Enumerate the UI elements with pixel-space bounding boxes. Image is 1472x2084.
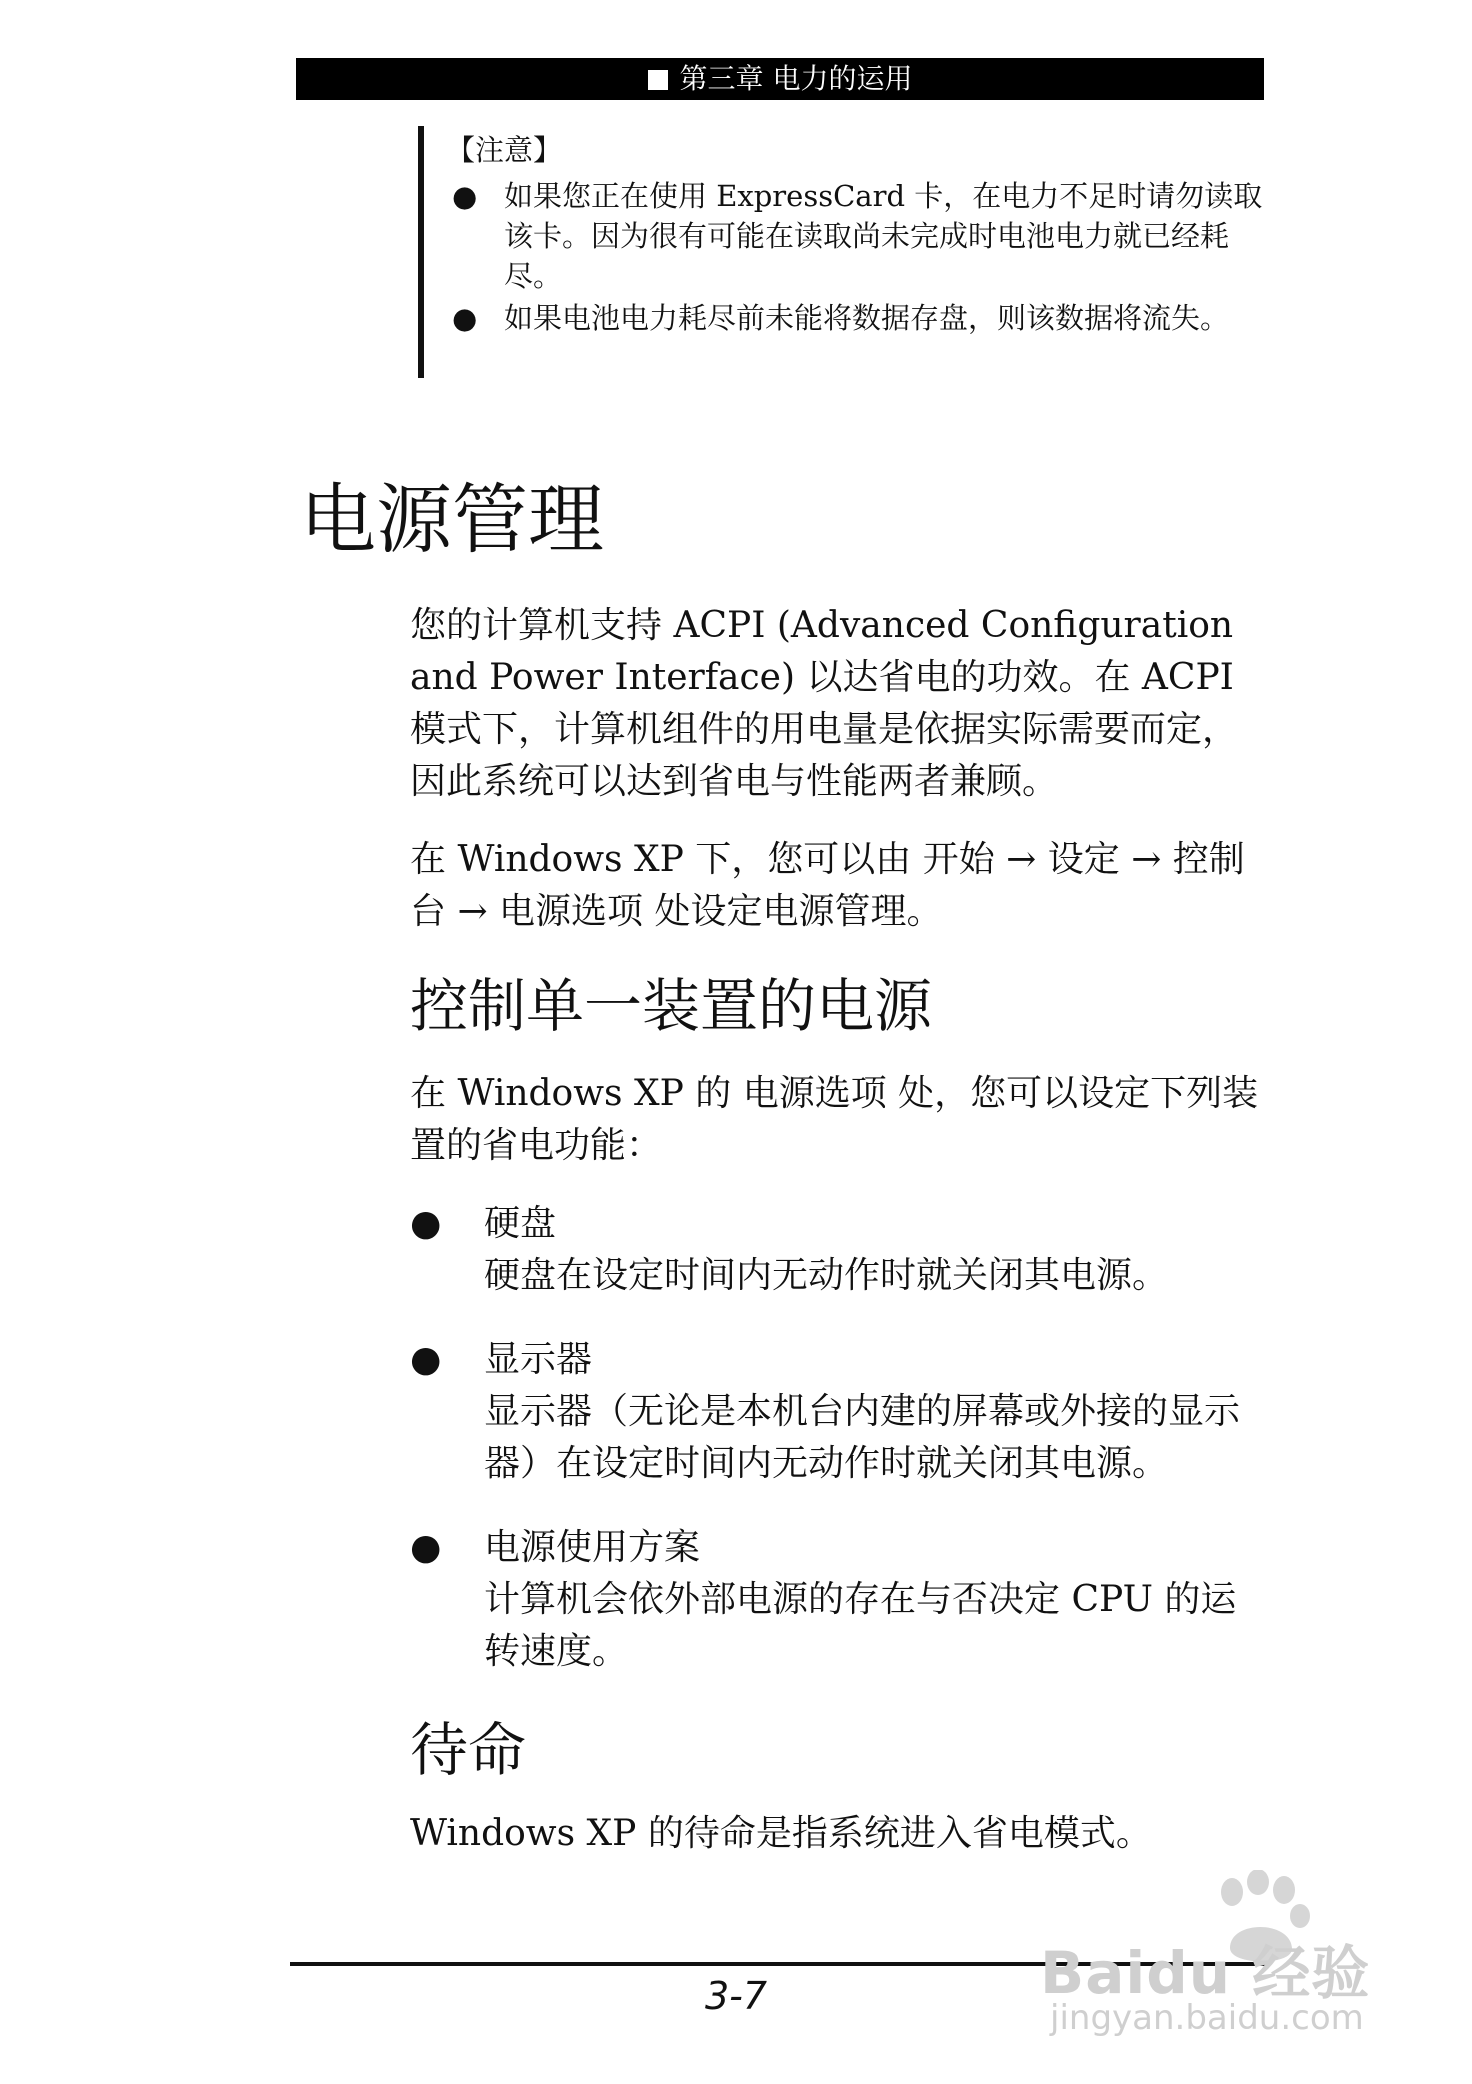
baidu-watermark bbox=[1040, 1870, 1450, 2050]
chapter-header bbox=[296, 58, 1264, 100]
watermark-url: jingyan.baidu.com bbox=[1050, 1998, 1364, 2038]
bullet-icon: ● bbox=[410, 1203, 442, 1244]
bullet-icon: ● bbox=[452, 179, 478, 213]
note-title: 【注意】 bbox=[446, 133, 563, 167]
device-desc: 显示器（无论是本机台内建的屏幕或外接的显示器）在设定时间内无动作时就关闭其电源。 bbox=[484, 1391, 1241, 1484]
note-list bbox=[446, 176, 1268, 338]
section-heading: 电源管理 bbox=[300, 475, 604, 564]
subsection-heading-device-power: 控制单一装置的电源 bbox=[410, 972, 933, 1040]
device-item-display bbox=[410, 1334, 1270, 1490]
bullet-icon: ● bbox=[410, 1527, 442, 1568]
device-item-power-scheme bbox=[410, 1522, 1270, 1678]
device-desc: 计算机会依外部电源的存在与否决定 CPU 的运转速度。 bbox=[484, 1579, 1237, 1672]
note-item bbox=[446, 298, 1268, 338]
windows-path-paragraph: 在 Windows XP 下，您可以由 开始 → 设定 → 控制台 → 电源选项 处设定电源管理。 bbox=[410, 839, 1245, 932]
standby-text: Windows XP 的待命是指系统进入省电模式。 bbox=[410, 1813, 1152, 1854]
device-name: 硬盘 bbox=[484, 1203, 557, 1244]
chapter-title: 第三章 电力的运用 bbox=[679, 62, 913, 95]
device-list bbox=[410, 1198, 1270, 1678]
device-item-hard-disk bbox=[410, 1198, 1270, 1302]
square-icon bbox=[648, 70, 668, 90]
main-content bbox=[410, 600, 1270, 1886]
page-number: 3-7 bbox=[704, 1974, 768, 2018]
bullet-icon: ● bbox=[410, 1339, 442, 1380]
device-power-intro: 在 Windows XP 的 电源选项 处，您可以设定下列装置的省电功能： bbox=[410, 1073, 1259, 1166]
note-box bbox=[418, 126, 1268, 378]
watermark-brand: Baidu 经验 bbox=[1040, 1939, 1371, 2007]
subsection-heading-standby: 待命 bbox=[410, 1716, 527, 1784]
bullet-icon: ● bbox=[452, 301, 478, 335]
device-desc: 硬盘在设定时间内无动作时就关闭其电源。 bbox=[484, 1255, 1169, 1296]
note-item-text: 如果您正在使用 ExpressCard 卡，在电力不足时请勿读取该卡。因为很有可能在读取尚未完成时电池电力就已经耗尽。 bbox=[504, 179, 1263, 293]
note-item-text: 如果电池电力耗尽前未能将数据存盘，则该数据将流失。 bbox=[504, 301, 1230, 335]
device-name: 显示器 bbox=[484, 1339, 593, 1380]
note-item bbox=[446, 176, 1268, 296]
device-name: 电源使用方案 bbox=[484, 1527, 701, 1568]
intro-paragraph: 您的计算机支持 ACPI (Advanced Configuration and Power Interface) 以达省电的功效。在 ACPI 模式下，计算机组件的用电量是依据实际需要而定，因此系统可以达到省电与性能两者兼顾。 bbox=[410, 605, 1239, 802]
